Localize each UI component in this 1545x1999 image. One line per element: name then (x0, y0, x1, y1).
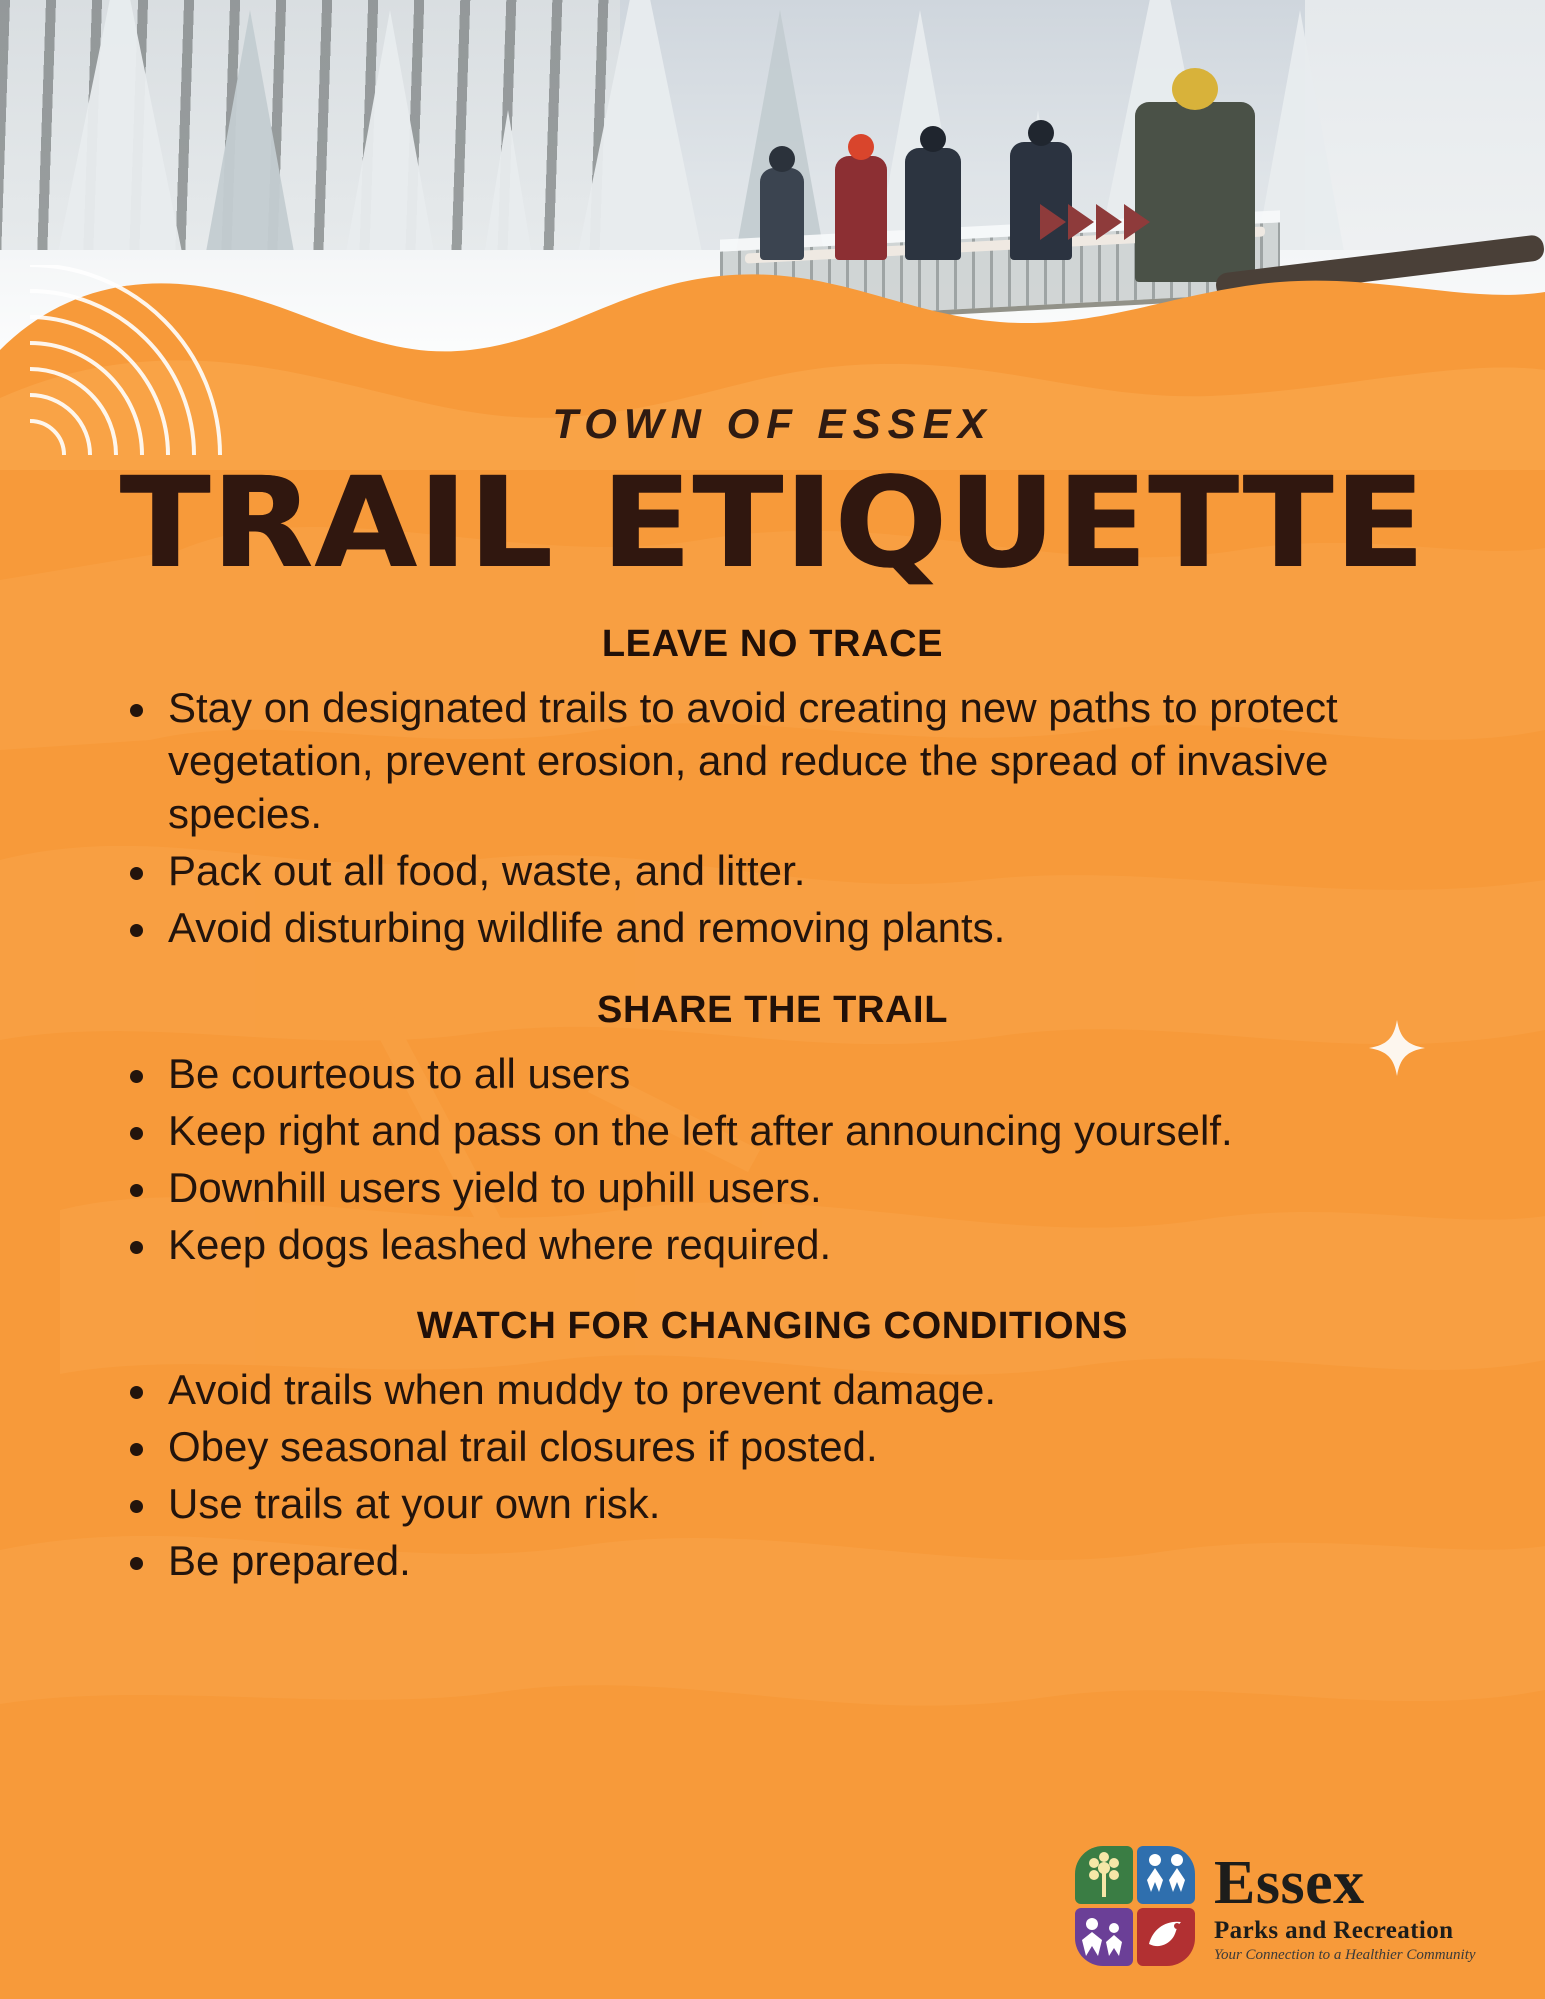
logo-wordmark (1214, 1848, 1476, 1963)
logo-department: Parks and Recreation (1214, 1916, 1454, 1944)
list-item: Downhill users yield to uphill users. (120, 1162, 1455, 1215)
section-heading: WATCH FOR CHANGING CONDITIONS (416, 1305, 1129, 1348)
list-item: Avoid trails when muddy to prevent damage. (120, 1364, 1455, 1417)
bird-icon (1137, 1908, 1195, 1966)
list-item: Pack out all food, waste, and litter. (120, 845, 1455, 898)
bullet-list (0, 1048, 1545, 1272)
list-item: Stay on designated trails to avoid creating new paths to protect vegetation, prevent erosion, and reduce the spread of invasive species. (120, 682, 1455, 841)
bullet-list (0, 1364, 1545, 1588)
section-heading: SHARE THE TRAIL (597, 988, 948, 1031)
list-item: Keep right and pass on the left after announcing yourself. (120, 1105, 1455, 1158)
logo-mark (1075, 1846, 1200, 1968)
list-item: Be courteous to all users (120, 1048, 1455, 1101)
logo-name: Essex (1214, 1848, 1365, 1917)
list-item: Avoid disturbing wildlife and removing plants. (120, 902, 1455, 955)
family-icon (1075, 1908, 1133, 1966)
bullet-list (0, 682, 1545, 955)
list-item: Keep dogs leashed where required. (120, 1219, 1455, 1272)
section-heading: LEAVE NO TRACE (601, 623, 944, 666)
logo-tagline: Your Connection to a Healthier Community (1214, 1946, 1476, 1963)
flower-icon (1075, 1846, 1133, 1904)
list-item: Obey seasonal trail closures if posted. (120, 1421, 1455, 1474)
section-leave-no-trace (0, 623, 1545, 955)
list-item: Be prepared. (120, 1535, 1455, 1588)
section-share-the-trail (0, 989, 1545, 1272)
page-title: TRAIL ETIQUETTE (119, 451, 1426, 596)
section-watch-for-changing-conditions (0, 1305, 1545, 1588)
list-item: Use trails at your own risk. (120, 1478, 1455, 1531)
essex-parks-recreation-logo (1075, 1837, 1505, 1977)
eyebrow-text: TOWN OF ESSEX (552, 400, 993, 447)
people-icon (1137, 1846, 1195, 1904)
